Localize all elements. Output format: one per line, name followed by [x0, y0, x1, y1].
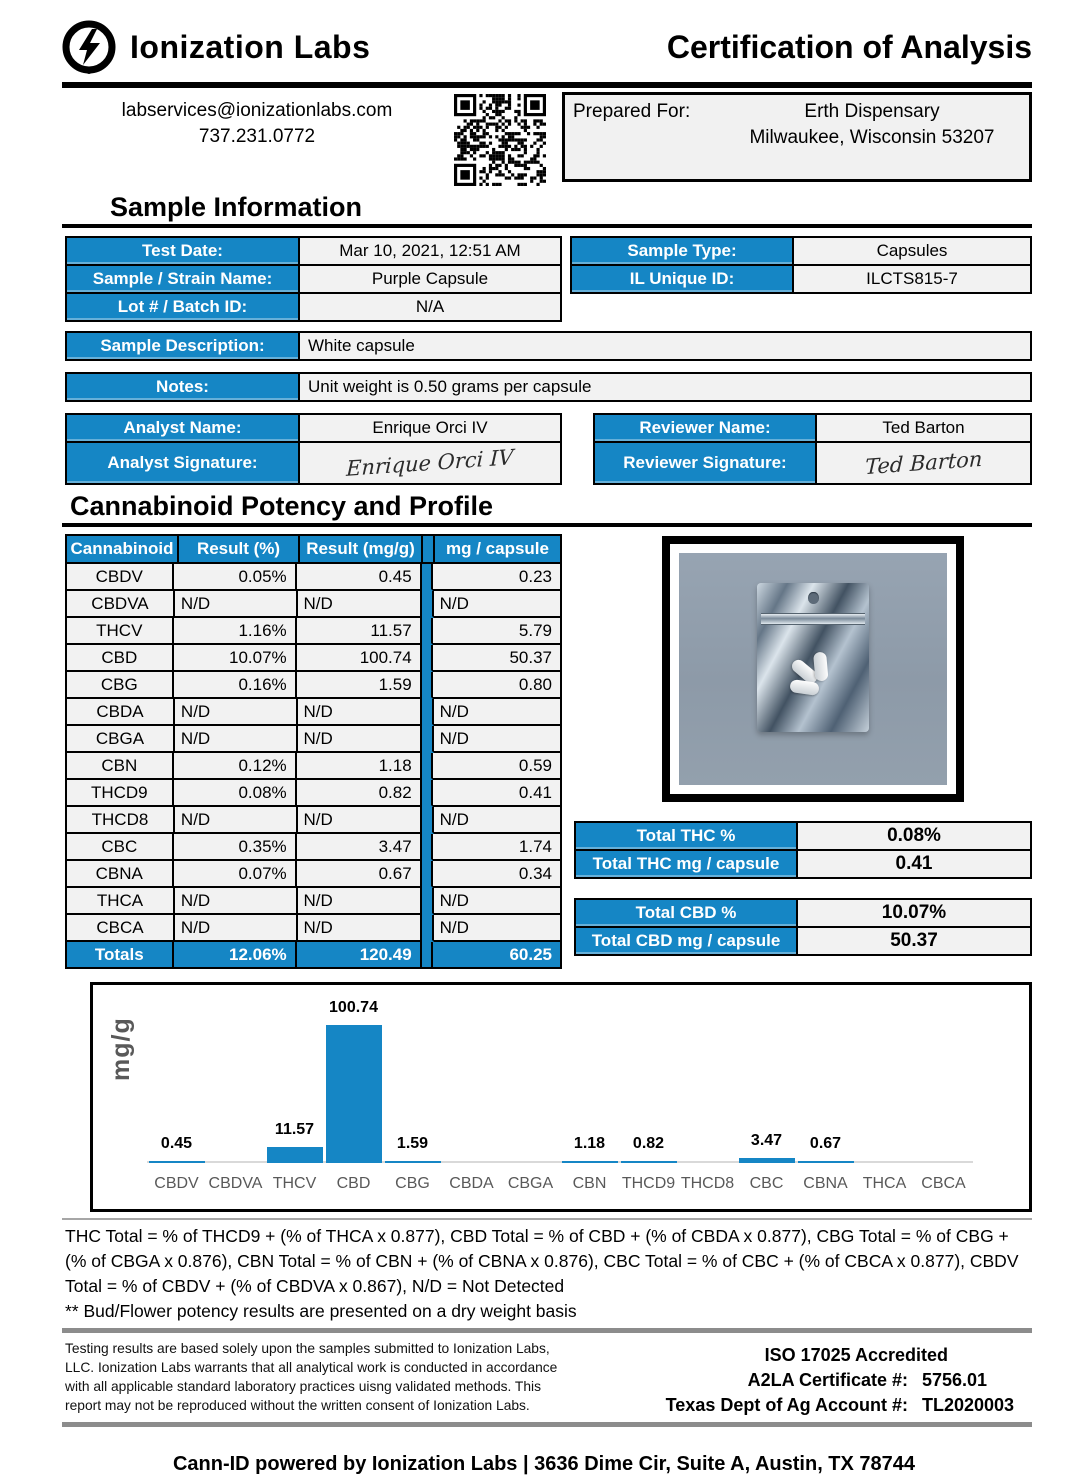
column-divider [422, 618, 434, 645]
table-cell: 1.16% [174, 618, 297, 645]
category-label: CBDVA [208, 1175, 263, 1192]
analyst-name-label: Analyst Name: [67, 415, 300, 441]
field-value: Purple Capsule [300, 266, 560, 292]
category-label: CBDV [154, 1175, 199, 1192]
table-cell: CBDV [67, 564, 174, 591]
analyst-block [65, 413, 562, 485]
disclaimer-text: Testing results are based solely upon the samples submitted to Ionization Labs, LLC. Ionization Labs warrants that all analytical work is conducted in accordance with all applicable standard laboratory practices uisng validated methods. This report may not be reproduced without the written consent of Ionization Labs. [65, 1341, 558, 1413]
table-row [67, 861, 560, 888]
field-value: Mar 10, 2021, 12:51 AM [300, 238, 560, 264]
table-cell: 0.12% [174, 753, 297, 780]
column-divider [422, 645, 434, 672]
table-row [67, 915, 560, 942]
table-cell: 5.79 [433, 618, 560, 645]
table-cell: N/D [298, 726, 423, 753]
prepared-for-label: Prepared For: [573, 101, 691, 122]
table-cell: 0.41 [433, 780, 560, 807]
column-divider [422, 672, 434, 699]
table-cell: 0.34 [433, 861, 560, 888]
table-cell: N/D [434, 915, 560, 942]
total-formula-note: THC Total = % of THCD9 + (% of THCA x 0.877), CBD Total = % of CBD + (% of CBDA x 0.877), CBG Total = % of CBG + (% of CBGA x 0.876), CBN Total = % of CBN + (% of CBNA x 0.876), CBC Total = % of CBC + (% of CBCA x 0.877), CBDV Total = % of CBDV + (% of CBDVA x 0.867), N/D = Not Detected [65, 1226, 1019, 1296]
table-cell: CBDVA [67, 591, 175, 618]
sample-description-row [65, 331, 1032, 361]
info-row [572, 266, 1030, 292]
bag-zip-seal [761, 613, 865, 625]
brand [62, 20, 370, 74]
field-value: 10.07% [798, 900, 1030, 926]
capsule-image [813, 652, 829, 682]
table-row [67, 645, 560, 672]
category-label: CBD [336, 1175, 371, 1192]
table-cell: 0.05% [174, 564, 297, 591]
report-title: Certification of Analysis [666, 28, 1032, 65]
total-thc-table [574, 821, 1032, 879]
info-row [572, 238, 1030, 266]
table-row [67, 888, 560, 915]
a2la-certificate-label: A2LA Certificate #: [747, 1370, 908, 1390]
sample-photo [679, 553, 947, 785]
footer-address: Cann-ID powered by Ionization Labs | 3636 Dime Cir, Suite A, Austin, TX 78744 [172, 1453, 916, 1475]
category-label: CBDA [449, 1175, 494, 1192]
iso-accredited-text: ISO 17025 Accredited [764, 1345, 948, 1365]
field-value: N/A [300, 294, 560, 320]
table-cell: 50.37 [433, 645, 560, 672]
sample-information-heading: Sample Information [110, 192, 363, 222]
category-label: CBG [395, 1175, 430, 1192]
footnote-top-rule [62, 1218, 1032, 1220]
table-cell: 0.59 [433, 753, 560, 780]
potency-bar-chart [90, 982, 1032, 1212]
field-label: Total CBD mg / capsule [576, 928, 798, 954]
tx-ag-account-label: Texas Dept of Ag Account #: [665, 1395, 908, 1415]
column-divider [422, 753, 434, 780]
table-cell: N/D [175, 699, 298, 726]
table-cell: CBGA [67, 726, 175, 753]
table-row [67, 591, 560, 618]
client-location: Milwaukee, Wisconsin 53207 [749, 127, 995, 148]
subheader [62, 92, 1032, 186]
column-divider [422, 888, 434, 915]
field-label: Notes: [67, 374, 300, 400]
field-value: Unit weight is 0.50 grams per capsule [300, 374, 1030, 400]
table-cell: 100.74 [297, 645, 422, 672]
field-label: Sample Description: [67, 333, 300, 359]
table-cell: 0.07% [174, 861, 297, 888]
table-cell: CBC [67, 834, 174, 861]
table-row [67, 726, 560, 753]
table-cell: THCD9 [67, 780, 174, 807]
field-label: Lot # / Batch ID: [67, 294, 300, 320]
table-cell: 120.49 [297, 942, 422, 967]
column-header: Cannabinoid [67, 536, 179, 564]
notes-row [65, 372, 1032, 402]
chart-bar-cbna [798, 1161, 854, 1163]
prepared-for-box [562, 92, 1032, 182]
category-label: CBN [572, 1175, 607, 1192]
info-row [576, 851, 1030, 877]
chart-y-axis-label: mg/g [107, 1017, 135, 1081]
legal-top-rule [62, 1328, 1032, 1333]
analyst-signature: Enrique Orci IV [300, 443, 560, 483]
ionization-labs-logo-icon [62, 20, 116, 74]
table-cell: 1.59 [297, 672, 422, 699]
table-cell: 3.47 [297, 834, 422, 861]
field-label: Test Date: [67, 238, 300, 264]
company-name: Ionization Labs [130, 28, 371, 65]
totals-row [67, 942, 560, 967]
column-divider [422, 942, 434, 967]
total-cbd-table [574, 898, 1032, 956]
potency-heading: Cannabinoid Potency and Profile [70, 491, 494, 521]
table-cell: 11.57 [297, 618, 422, 645]
category-label: CBGA [507, 1175, 554, 1192]
column-divider [422, 591, 434, 618]
bar-value-label: 1.18 [573, 1135, 606, 1152]
potency-right-column [574, 534, 1032, 969]
sample-info-table-left [65, 236, 562, 322]
table-row [67, 834, 560, 861]
field-label: IL Unique ID: [572, 266, 794, 292]
table-cell: N/D [175, 807, 298, 834]
table-row [67, 672, 560, 699]
field-label: Total CBD % [576, 900, 798, 926]
client-name: Erth Dispensary [804, 101, 940, 122]
table-header-row [67, 536, 560, 564]
accreditation-block [602, 1339, 1032, 1418]
info-row [576, 928, 1030, 954]
reviewer-signature-label: Reviewer Signature: [595, 443, 817, 483]
potency-rule [62, 523, 1032, 527]
table-cell: 0.82 [297, 780, 422, 807]
analyst-signature-label: Analyst Signature: [67, 443, 300, 483]
table-cell: CBD [67, 645, 174, 672]
table-cell: N/D [434, 888, 560, 915]
table-cell: N/D [175, 726, 298, 753]
table-row [67, 564, 560, 591]
field-value: Capsules [794, 238, 1030, 264]
column-header: Result (mg/g) [300, 536, 423, 564]
table-row [67, 807, 560, 834]
field-label: Sample Type: [572, 238, 794, 264]
reviewer-block [593, 413, 1032, 485]
category-label: THCD8 [680, 1175, 735, 1192]
bar-value-label: 1.59 [396, 1134, 429, 1152]
table-cell: THCA [67, 888, 175, 915]
column-divider [422, 564, 434, 591]
sample-info-table-right [570, 236, 1032, 294]
capsule-image [790, 679, 821, 696]
table-cell: CBCA [67, 915, 175, 942]
cannabinoid-table [65, 534, 562, 969]
category-label: THCV [272, 1175, 317, 1192]
table-cell: N/D [434, 699, 560, 726]
bar-value-label: 100.74 [329, 999, 378, 1016]
header [62, 20, 1032, 74]
chart-bar-cbn [562, 1161, 618, 1163]
column-divider [422, 915, 434, 942]
reviewer-name: Ted Barton [817, 415, 1030, 441]
legal-section [65, 1339, 1032, 1418]
table-cell: N/D [298, 915, 423, 942]
table-row [67, 780, 560, 807]
table-row [67, 618, 560, 645]
info-row [67, 294, 560, 320]
column-divider [422, 726, 434, 753]
table-cell: N/D [298, 699, 423, 726]
chart-bar-cbdv [149, 1161, 205, 1163]
table-row [67, 753, 560, 780]
table-cell: N/D [175, 888, 298, 915]
table-cell: N/D [298, 807, 423, 834]
table-cell: 1.18 [297, 753, 422, 780]
category-label: THCA [862, 1175, 907, 1192]
tx-ag-account-number: TL2020003 [922, 1395, 1015, 1415]
table-cell: THCV [67, 618, 174, 645]
lab-email: labservices@ionizationlabs.com [121, 100, 393, 121]
field-label: Total THC % [576, 823, 798, 849]
sample-information-section [65, 236, 1032, 485]
column-header: mg / capsule [435, 536, 560, 564]
table-cell: N/D [298, 888, 423, 915]
table-cell: N/D [434, 807, 560, 834]
table-cell: 10.07% [174, 645, 297, 672]
table-cell: 0.80 [433, 672, 560, 699]
info-row [576, 900, 1030, 928]
column-divider [422, 807, 434, 834]
info-row [67, 266, 560, 294]
sample-photo-frame [662, 536, 964, 802]
header-rule [62, 82, 1032, 88]
capsule-bag-image [757, 583, 870, 731]
table-cell: N/D [175, 591, 298, 618]
chart-bar-thcd9 [621, 1161, 677, 1163]
table-cell: 0.67 [297, 861, 422, 888]
reviewer-signature: Ted Barton [817, 443, 1030, 483]
qr-code [452, 94, 548, 186]
column-divider [423, 536, 435, 564]
table-cell: CBDA [67, 699, 175, 726]
table-cell: 0.23 [433, 564, 560, 591]
certificate-of-analysis-page [0, 20, 1088, 1475]
table-cell: 1.74 [433, 834, 560, 861]
table-cell: 0.08% [174, 780, 297, 807]
field-value: White capsule [300, 333, 1030, 359]
field-value: 0.08% [798, 823, 1030, 849]
bar-value-label: 3.47 [750, 1132, 783, 1150]
table-cell: CBNA [67, 861, 174, 888]
reviewer-name-label: Reviewer Name: [595, 415, 817, 441]
lab-phone: 737.231.0772 [198, 126, 316, 147]
info-row [67, 374, 1030, 400]
table-cell: CBG [67, 672, 174, 699]
field-value: ILCTS815-7 [794, 266, 1030, 292]
category-label: CBCA [921, 1175, 966, 1192]
column-divider [422, 861, 434, 888]
category-label: THCD9 [621, 1175, 676, 1192]
table-cell: 0.16% [174, 672, 297, 699]
info-row [67, 238, 560, 266]
chart-bar-cbc [739, 1158, 795, 1163]
table-cell: CBN [67, 753, 174, 780]
legal-bottom-rule [62, 1422, 1032, 1427]
table-cell: THCD8 [67, 807, 175, 834]
bar-value-label: 11.57 [274, 1121, 315, 1139]
chart-bar-thcv [267, 1147, 323, 1163]
chart-bar-cbg [385, 1161, 441, 1163]
bar-value-label: 0.67 [809, 1135, 842, 1152]
info-row [576, 823, 1030, 851]
table-row [67, 699, 560, 726]
info-row [67, 333, 1030, 359]
table-cell: Totals [67, 942, 174, 967]
category-label: CBNA [803, 1175, 848, 1192]
lab-contact [62, 92, 452, 186]
column-divider [422, 780, 434, 807]
bar-value-label: 0.82 [632, 1135, 665, 1152]
dry-weight-note: ** Bud/Flower potency results are presented on a dry weight basis [65, 1301, 577, 1321]
table-cell: N/D [434, 726, 560, 753]
column-divider [422, 834, 434, 861]
field-value: 0.41 [798, 851, 1030, 877]
field-label: Total THC mg / capsule [576, 851, 798, 877]
table-cell: 0.45 [297, 564, 422, 591]
table-cell: 0.35% [174, 834, 297, 861]
column-divider [422, 699, 434, 726]
table-cell: 60.25 [433, 942, 560, 967]
bar-value-label: 0.45 [160, 1135, 193, 1152]
a2la-certificate-number: 5756.01 [922, 1370, 988, 1390]
sample-information-rule [62, 224, 1032, 228]
table-cell: N/D [434, 591, 560, 618]
field-label: Sample / Strain Name: [67, 266, 300, 292]
category-label: CBC [749, 1175, 784, 1192]
table-cell: 12.06% [174, 942, 297, 967]
analyst-name: Enrique Orci IV [300, 415, 560, 441]
bag-hang-hole [808, 592, 818, 604]
table-cell: N/D [298, 591, 423, 618]
field-value: 50.37 [798, 928, 1030, 954]
column-header: Result (%) [179, 536, 300, 564]
potency-section [65, 534, 1032, 969]
table-cell: N/D [175, 915, 298, 942]
